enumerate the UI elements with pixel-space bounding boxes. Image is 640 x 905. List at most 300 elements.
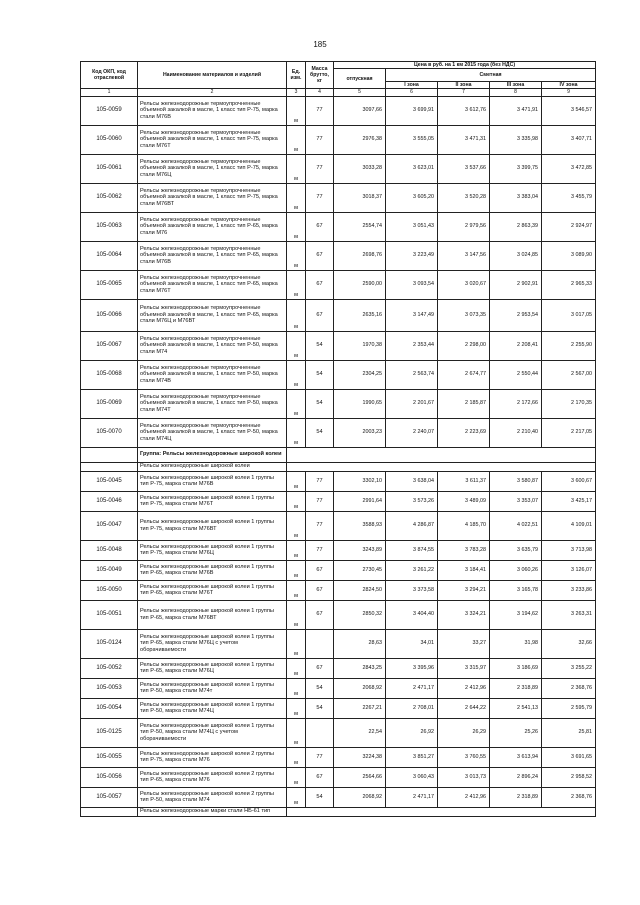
- product-unit: м: [287, 389, 306, 418]
- product-code: 105-0053: [81, 678, 138, 698]
- price-table: [80, 61, 596, 817]
- group-filler-cell: [287, 447, 596, 462]
- price-release: 2850,32: [334, 600, 386, 629]
- group-filler-cell: [287, 462, 596, 471]
- table-row: [81, 787, 596, 807]
- col-number: 7: [438, 89, 490, 97]
- product-mass: 67: [306, 299, 334, 331]
- product-code: 105-0063: [81, 212, 138, 241]
- table-body: [81, 96, 596, 816]
- product-unit: м: [287, 747, 306, 767]
- product-mass: 67: [306, 270, 334, 299]
- product-unit: м: [287, 331, 306, 360]
- price-zone-4: 2 965,33: [542, 270, 596, 299]
- product-name: Рельсы железнодорожные термоупрочненные объемной закалкой в масле, 1 класс тип Р-50, марка стали М74Ц: [138, 418, 287, 447]
- product-code: 105-0068: [81, 360, 138, 389]
- price-zone-4: 2 567,00: [542, 360, 596, 389]
- product-unit: м: [287, 154, 306, 183]
- col-number: 5: [334, 89, 386, 97]
- product-mass: 54: [306, 360, 334, 389]
- table-row: [81, 560, 596, 580]
- page-number: 185: [313, 40, 327, 49]
- price-zone-2: 3 612,76: [438, 96, 490, 125]
- price-zone-1: 2 708,01: [386, 698, 438, 718]
- price-zone-2: 3 489,09: [438, 491, 490, 511]
- table-row: [81, 580, 596, 600]
- price-zone-1: 3 093,54: [386, 270, 438, 299]
- price-zone-2: 2 674,77: [438, 360, 490, 389]
- table-row: [81, 698, 596, 718]
- product-code: 105-0045: [81, 471, 138, 491]
- subgroup-title: Рельсы железнодорожные широкой колеи: [138, 462, 287, 471]
- product-mass: 54: [306, 678, 334, 698]
- header-zone-3: III зона: [490, 82, 542, 89]
- price-zone-3: 3 186,69: [490, 658, 542, 678]
- price-zone-2: 3 013,73: [438, 767, 490, 787]
- price-zone-4: 2 595,79: [542, 698, 596, 718]
- table-row: [81, 360, 596, 389]
- price-zone-2: 2 412,96: [438, 787, 490, 807]
- product-name: Рельсы железнодорожные широкой колеи 1 группы тип Р-75, марка стали М76В: [138, 471, 287, 491]
- price-release: 3588,93: [334, 511, 386, 540]
- product-unit: м: [287, 678, 306, 698]
- price-zone-3: 3 399,75: [490, 154, 542, 183]
- price-zone-2: 4 185,70: [438, 511, 490, 540]
- product-code: 105-0065: [81, 270, 138, 299]
- product-name: Рельсы железнодорожные термоупрочненные объемной закалкой в масле, 1 класс тип Р-75, марка стали М76Т: [138, 125, 287, 154]
- table-header: [81, 62, 596, 97]
- price-zone-2: 3 184,41: [438, 560, 490, 580]
- price-zone-1: 4 286,87: [386, 511, 438, 540]
- product-name: Рельсы железнодорожные широкой колеи 1 группы тип Р-75, марка стали М76Ц: [138, 540, 287, 560]
- price-zone-2: 3 294,21: [438, 580, 490, 600]
- table-row: [81, 491, 596, 511]
- price-zone-4: 3 472,85: [542, 154, 596, 183]
- price-zone-3: 2 863,39: [490, 212, 542, 241]
- price-zone-3: 31,98: [490, 629, 542, 658]
- product-mass: 54: [306, 698, 334, 718]
- price-zone-3: 3 060,26: [490, 560, 542, 580]
- product-code: 105-0056: [81, 767, 138, 787]
- table-row: [81, 389, 596, 418]
- product-unit: м: [287, 629, 306, 658]
- subgroup-row: [81, 462, 596, 471]
- price-zone-1: 3 605,20: [386, 183, 438, 212]
- price-release: 2843,25: [334, 658, 386, 678]
- price-zone-4: 2 924,97: [542, 212, 596, 241]
- price-zone-1: 3 851,27: [386, 747, 438, 767]
- price-zone-1: 3 060,43: [386, 767, 438, 787]
- product-name: Рельсы железнодорожные термоупрочненные объемной закалкой в масле, 1 класс тип Р-65, марка стали М76Ц и М76ВТ: [138, 299, 287, 331]
- product-code: 105-0050: [81, 580, 138, 600]
- price-zone-4: 2 170,35: [542, 389, 596, 418]
- product-mass: [306, 718, 334, 747]
- product-code: 105-0051: [81, 600, 138, 629]
- product-unit: м: [287, 212, 306, 241]
- price-zone-3: 3 471,91: [490, 96, 542, 125]
- price-release: 3018,37: [334, 183, 386, 212]
- price-release: 2730,45: [334, 560, 386, 580]
- product-mass: 77: [306, 540, 334, 560]
- price-zone-2: 2 185,87: [438, 389, 490, 418]
- product-name: Рельсы железнодорожные термоупрочненные объемной закалкой в масле, 1 класс тип Р-75, марка стали М76ВТ: [138, 183, 287, 212]
- product-mass: 54: [306, 389, 334, 418]
- product-unit: м: [287, 540, 306, 560]
- table-row: [81, 540, 596, 560]
- table-row: [81, 471, 596, 491]
- price-zone-3: 2 318,89: [490, 678, 542, 698]
- price-zone-1: 2 471,17: [386, 787, 438, 807]
- price-release: 1970,38: [334, 331, 386, 360]
- product-mass: 77: [306, 747, 334, 767]
- price-zone-2: 2 979,56: [438, 212, 490, 241]
- table-row: [81, 154, 596, 183]
- product-name: Рельсы железнодорожные широкой колеи 1 группы тип Р-65, марка стали М76В: [138, 560, 287, 580]
- price-release: 2991,64: [334, 491, 386, 511]
- header-zone-4: IV зона: [542, 82, 596, 89]
- price-zone-1: 3 404,40: [386, 600, 438, 629]
- product-name: Рельсы железнодорожные широкой колеи 1 группы тип Р-75, марка стали М76Т: [138, 491, 287, 511]
- table-row: [81, 600, 596, 629]
- product-mass: 67: [306, 241, 334, 270]
- product-name: Рельсы железнодорожные широкой колеи 2 группы тип Р-50, марка стали М74: [138, 787, 287, 807]
- price-zone-1: 2 201,67: [386, 389, 438, 418]
- price-zone-2: 2 644,22: [438, 698, 490, 718]
- header-zone-1: I зона: [386, 82, 438, 89]
- price-release: 28,63: [334, 629, 386, 658]
- group-title: Группа: Рельсы железнодорожные широкой колеи: [138, 447, 287, 462]
- header-code: Код ОКП, код отраслевой: [81, 62, 138, 89]
- price-zone-2: 3 147,56: [438, 241, 490, 270]
- price-release: 2068,92: [334, 678, 386, 698]
- price-zone-3: 3 613,94: [490, 747, 542, 767]
- price-release: 2698,76: [334, 241, 386, 270]
- price-zone-4: 3 600,67: [542, 471, 596, 491]
- table-row: [81, 241, 596, 270]
- price-zone-1: 34,01: [386, 629, 438, 658]
- price-release: 2635,16: [334, 299, 386, 331]
- price-zone-4: 3 455,79: [542, 183, 596, 212]
- price-release: 2554,74: [334, 212, 386, 241]
- table-row: [81, 212, 596, 241]
- price-zone-4: 3 691,65: [542, 747, 596, 767]
- product-unit: м: [287, 96, 306, 125]
- table-row: [81, 658, 596, 678]
- price-zone-2: 3 520,28: [438, 183, 490, 212]
- price-zone-3: 3 383,04: [490, 183, 542, 212]
- price-zone-4: 2 368,76: [542, 787, 596, 807]
- price-zone-4: 3 126,07: [542, 560, 596, 580]
- price-zone-1: 2 563,74: [386, 360, 438, 389]
- product-code: 105-0062: [81, 183, 138, 212]
- price-release: 2976,38: [334, 125, 386, 154]
- product-mass: 77: [306, 471, 334, 491]
- price-zone-3: 3 194,62: [490, 600, 542, 629]
- price-zone-2: 3 611,37: [438, 471, 490, 491]
- price-zone-1: 2 353,44: [386, 331, 438, 360]
- price-zone-4: 3 713,98: [542, 540, 596, 560]
- price-zone-2: 3 537,66: [438, 154, 490, 183]
- header-release: отпускная: [334, 69, 386, 89]
- table-row: [81, 96, 596, 125]
- table-row: [81, 767, 596, 787]
- header-zone-2: II зона: [438, 82, 490, 89]
- price-release: 3224,38: [334, 747, 386, 767]
- price-zone-1: 3 395,96: [386, 658, 438, 678]
- product-name: Рельсы железнодорожные широкой колеи 1 группы тип Р-65, марка стали М76Ц с учетом оборачиваемости: [138, 629, 287, 658]
- price-zone-4: 3 017,05: [542, 299, 596, 331]
- price-zone-2: 3 760,55: [438, 747, 490, 767]
- table-row: [81, 183, 596, 212]
- price-release: 2564,66: [334, 767, 386, 787]
- price-release: 2003,23: [334, 418, 386, 447]
- price-zone-2: 26,29: [438, 718, 490, 747]
- col-number: 2: [138, 89, 287, 97]
- table-row: [81, 299, 596, 331]
- product-unit: м: [287, 418, 306, 447]
- price-release: 3033,28: [334, 154, 386, 183]
- product-unit: м: [287, 658, 306, 678]
- product-code: 105-0125: [81, 718, 138, 747]
- price-zone-1: 2 471,17: [386, 678, 438, 698]
- product-name: Рельсы железнодорожные широкой колеи 1 группы тип Р-50, марка стали М74т: [138, 678, 287, 698]
- price-zone-2: 3 324,21: [438, 600, 490, 629]
- price-zone-3: 2 172,66: [490, 389, 542, 418]
- price-zone-3: 3 335,98: [490, 125, 542, 154]
- price-zone-4: 4 109,01: [542, 511, 596, 540]
- subgroup-row: [81, 807, 596, 816]
- header-estimate: Сметная: [386, 69, 596, 82]
- product-mass: 54: [306, 787, 334, 807]
- product-name: Рельсы железнодорожные широкой колеи 1 группы тип Р-50, марка стали М74Ц: [138, 698, 287, 718]
- product-name: Рельсы железнодорожные термоупрочненные объемной закалкой в масле, 1 класс тип Р-50, марка стали М74: [138, 331, 287, 360]
- price-zone-4: 32,66: [542, 629, 596, 658]
- product-unit: м: [287, 299, 306, 331]
- product-name: Рельсы железнодорожные широкой колеи 2 группы тип Р-65, марка стали М76: [138, 767, 287, 787]
- price-zone-3: 2 208,41: [490, 331, 542, 360]
- price-zone-1: 3 573,26: [386, 491, 438, 511]
- product-unit: м: [287, 183, 306, 212]
- product-name: Рельсы железнодорожные широкой колеи 2 группы тип Р-75, марка стали М76: [138, 747, 287, 767]
- price-zone-1: 3 638,04: [386, 471, 438, 491]
- product-mass: 54: [306, 418, 334, 447]
- price-zone-1: 3 261,22: [386, 560, 438, 580]
- product-mass: [306, 629, 334, 658]
- product-mass: 67: [306, 212, 334, 241]
- product-unit: м: [287, 241, 306, 270]
- price-zone-1: 3 555,05: [386, 125, 438, 154]
- price-zone-2: 3 315,97: [438, 658, 490, 678]
- price-zone-2: 33,27: [438, 629, 490, 658]
- product-mass: 67: [306, 600, 334, 629]
- group-code-cell: [81, 462, 138, 471]
- product-mass: 77: [306, 96, 334, 125]
- col-number: 1: [81, 89, 138, 97]
- price-zone-3: 25,26: [490, 718, 542, 747]
- price-zone-1: 3 874,55: [386, 540, 438, 560]
- price-zone-2: 3 020,67: [438, 270, 490, 299]
- product-mass: 77: [306, 511, 334, 540]
- product-unit: м: [287, 511, 306, 540]
- product-name: Рельсы железнодорожные широкой колеи 1 группы тип Р-65, марка стали М76ВТ: [138, 600, 287, 629]
- product-name: Рельсы железнодорожные термоупрочненные объемной закалкой в масле, 1 класс тип Р-65, марка стали М76: [138, 212, 287, 241]
- product-name: Рельсы железнодорожные термоупрочненные объемной закалкой в масле, 1 класс тип Р-75, марка стали М76Ц: [138, 154, 287, 183]
- product-code: 105-0054: [81, 698, 138, 718]
- group-row: [81, 447, 596, 462]
- product-mass: 67: [306, 767, 334, 787]
- price-zone-4: 25,81: [542, 718, 596, 747]
- table-row: [81, 718, 596, 747]
- col-number: 6: [386, 89, 438, 97]
- product-unit: м: [287, 491, 306, 511]
- price-zone-2: 2 298,00: [438, 331, 490, 360]
- product-code: 105-0046: [81, 491, 138, 511]
- price-zone-1: 26,92: [386, 718, 438, 747]
- price-zone-2: 3 471,31: [438, 125, 490, 154]
- price-zone-3: 2 541,13: [490, 698, 542, 718]
- price-zone-3: 3 353,07: [490, 491, 542, 511]
- group-filler-cell: [287, 807, 596, 816]
- product-mass: 77: [306, 183, 334, 212]
- group-code-cell: [81, 807, 138, 816]
- table-row: [81, 678, 596, 698]
- header-name: Наименование материалов и изделий: [138, 62, 287, 89]
- product-mass: 67: [306, 658, 334, 678]
- col-number: 4: [306, 89, 334, 97]
- price-zone-4: 2 958,52: [542, 767, 596, 787]
- price-zone-2: 3 783,28: [438, 540, 490, 560]
- product-code: 105-0067: [81, 331, 138, 360]
- product-code: 105-0048: [81, 540, 138, 560]
- group-code-cell: [81, 447, 138, 462]
- price-zone-4: 3 407,71: [542, 125, 596, 154]
- price-zone-3: 2 896,24: [490, 767, 542, 787]
- product-name: Рельсы железнодорожные широкой колеи 1 группы тип Р-75, марка стали М76ВТ: [138, 511, 287, 540]
- col-number: 8: [490, 89, 542, 97]
- product-unit: м: [287, 471, 306, 491]
- price-release: 3243,89: [334, 540, 386, 560]
- price-zone-3: 3 580,87: [490, 471, 542, 491]
- product-mass: 77: [306, 125, 334, 154]
- col-number: 3: [287, 89, 306, 97]
- price-release: 3302,10: [334, 471, 386, 491]
- col-number: 9: [542, 89, 596, 97]
- product-name: Рельсы железнодорожные термоупрочненные объемной закалкой в масле, 1 класс тип Р-50, марка стали М74Т: [138, 389, 287, 418]
- table-row: [81, 418, 596, 447]
- price-zone-3: 2 210,40: [490, 418, 542, 447]
- table-row: [81, 331, 596, 360]
- product-name: Рельсы железнодорожные термоупрочненные объемной закалкой в масле, 1 класс тип Р-65, марка стали М76Т: [138, 270, 287, 299]
- price-zone-1: 3 623,01: [386, 154, 438, 183]
- price-zone-3: 3 635,79: [490, 540, 542, 560]
- price-zone-1: 3 223,49: [386, 241, 438, 270]
- price-zone-1: 3 373,58: [386, 580, 438, 600]
- price-zone-1: 3 699,91: [386, 96, 438, 125]
- product-unit: м: [287, 698, 306, 718]
- product-code: 105-0069: [81, 389, 138, 418]
- price-zone-4: 2 368,76: [542, 678, 596, 698]
- price-zone-3: 2 902,91: [490, 270, 542, 299]
- price-zone-4: 3 425,17: [542, 491, 596, 511]
- price-zone-2: 3 073,35: [438, 299, 490, 331]
- product-unit: м: [287, 718, 306, 747]
- product-code: 105-0070: [81, 418, 138, 447]
- table-row: [81, 125, 596, 154]
- price-zone-4: 3 233,86: [542, 580, 596, 600]
- header-unit: Ед. изм.: [287, 62, 306, 89]
- price-zone-1: 2 240,07: [386, 418, 438, 447]
- header-price-title: Цена в руб. на 1 км 2015 года (без НДС): [334, 62, 596, 69]
- product-code: 105-0060: [81, 125, 138, 154]
- price-release: 2824,50: [334, 580, 386, 600]
- price-zone-3: 2 318,89: [490, 787, 542, 807]
- table-row: [81, 511, 596, 540]
- table-row: [81, 747, 596, 767]
- product-mass: 67: [306, 560, 334, 580]
- product-unit: м: [287, 360, 306, 389]
- product-mass: 54: [306, 331, 334, 360]
- price-zone-3: 2 550,44: [490, 360, 542, 389]
- price-zone-4: 2 217,05: [542, 418, 596, 447]
- product-name: Рельсы железнодорожные широкой колеи 1 группы тип Р-50, марка стали М74Ц с учетом оборачиваемости: [138, 718, 287, 747]
- table-row: [81, 629, 596, 658]
- price-zone-4: 3 263,31: [542, 600, 596, 629]
- price-zone-4: 2 255,90: [542, 331, 596, 360]
- product-unit: м: [287, 580, 306, 600]
- price-zone-1: 3 051,43: [386, 212, 438, 241]
- price-release: 2267,21: [334, 698, 386, 718]
- product-mass: 77: [306, 491, 334, 511]
- price-zone-2: 2 223,69: [438, 418, 490, 447]
- product-code: 105-0052: [81, 658, 138, 678]
- product-code: 105-0057: [81, 787, 138, 807]
- product-name: Рельсы железнодорожные широкой колеи 1 группы тип Р-65, марка стали М76Ц: [138, 658, 287, 678]
- table-row: [81, 270, 596, 299]
- price-zone-4: 3 255,22: [542, 658, 596, 678]
- price-release: 2068,92: [334, 787, 386, 807]
- price-release: 2304,25: [334, 360, 386, 389]
- product-mass: 77: [306, 154, 334, 183]
- price-zone-4: 3 089,90: [542, 241, 596, 270]
- product-name: Рельсы железнодорожные термоупрочненные объемной закалкой в масле, 1 класс тип Р-75, марка стали М76В: [138, 96, 287, 125]
- product-unit: м: [287, 787, 306, 807]
- product-mass: 67: [306, 580, 334, 600]
- header-mass: Масса брутто, кг: [306, 62, 334, 89]
- product-unit: м: [287, 270, 306, 299]
- product-code: 105-0049: [81, 560, 138, 580]
- price-zone-3: 2 953,54: [490, 299, 542, 331]
- price-zone-2: 2 412,96: [438, 678, 490, 698]
- price-zone-3: 3 165,78: [490, 580, 542, 600]
- price-zone-3: 3 024,85: [490, 241, 542, 270]
- price-release: 3097,66: [334, 96, 386, 125]
- product-code: 105-0059: [81, 96, 138, 125]
- price-release: 22,54: [334, 718, 386, 747]
- product-name: Рельсы железнодорожные широкой колеи 1 группы тип Р-65, марка стали М76Т: [138, 580, 287, 600]
- product-unit: м: [287, 560, 306, 580]
- product-code: 105-0055: [81, 747, 138, 767]
- product-code: 105-0124: [81, 629, 138, 658]
- product-code: 105-0047: [81, 511, 138, 540]
- subgroup-title: Рельсы железнодорожные марки стали НБ-61 тип: [138, 807, 287, 816]
- price-release: 2590,00: [334, 270, 386, 299]
- price-release: 1990,65: [334, 389, 386, 418]
- product-code: 105-0061: [81, 154, 138, 183]
- product-name: Рельсы железнодорожные термоупрочненные объемной закалкой в масле, 1 класс тип Р-50, марка стали М74В: [138, 360, 287, 389]
- product-unit: м: [287, 767, 306, 787]
- price-zone-3: 4 022,51: [490, 511, 542, 540]
- product-unit: м: [287, 125, 306, 154]
